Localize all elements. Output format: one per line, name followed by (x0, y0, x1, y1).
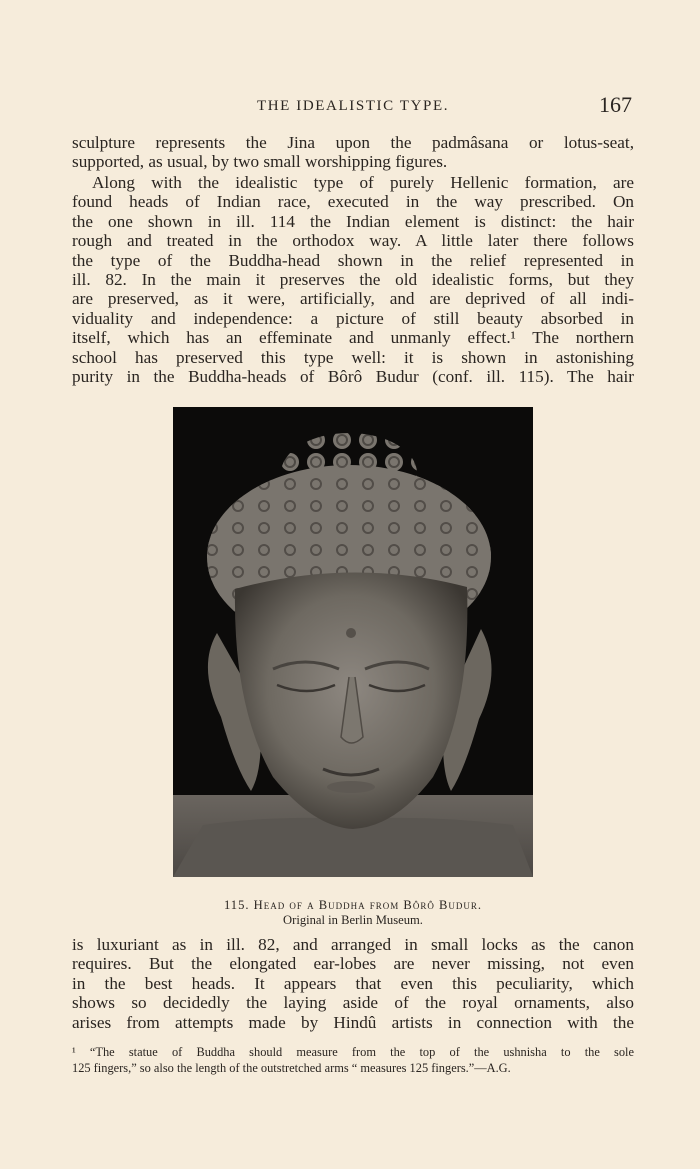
text-line: rough and treated in the orthodox way. A little later there follows (72, 231, 634, 251)
text-line: Along with the idealistic type of purely Hellenic formation, are (92, 173, 634, 192)
text-line: arises from attempts made by Hindû artists in connection with the (72, 1012, 634, 1032)
text-line: school has preserved this type well: it is shown in astonishing (72, 347, 634, 367)
text-line: purity in the Buddha-heads of Bôrô Budur (conf. ill. 115). The hair (72, 366, 634, 386)
footnote-line: ¹ “The statue of Buddha should measure from the top of the ushnisha to the sole (72, 1045, 634, 1059)
text-line: are preserved, as it were, artificially, and are deprived of all indi- (72, 289, 634, 309)
text-line: found heads of Indian race, executed in the way prescribed. On (72, 192, 634, 212)
text-line: ill. 82. In the main it preserves the old idealistic forms, but they (72, 269, 634, 289)
text-line: shows so decidedly the laying aside of the royal ornaments, also (72, 993, 634, 1013)
text-line: the one shown in ill. 114 the Indian element is distinct: the hair (72, 211, 634, 231)
text-line: in the best heads. It appears that even this peculiarity, which (72, 973, 634, 993)
paragraph-1 (72, 133, 634, 172)
text-line: supported, as usual, by two small worshipping figures. (72, 152, 448, 172)
figure-caption (72, 898, 634, 928)
text-line: itself, which has an effeminate and unmanly effect.¹ The northern (72, 328, 634, 348)
page-header (72, 94, 634, 120)
text-line: the type of the Buddha-head shown in the relief represented in (72, 250, 634, 270)
caption-title: 115. Head of a Buddha from Bôrô Budur. (223, 898, 483, 912)
caption-subtitle: Original in Berlin Museum. (283, 913, 423, 927)
paragraph-2 (72, 173, 634, 386)
text-line: requires. But the elongated ear-lobes are never missing, not even (72, 954, 634, 974)
running-head: THE IDEALISTIC TYPE. (256, 98, 450, 114)
text-line: is luxuriant as in ill. 82, and arranged in small locks as the canon (72, 935, 634, 954)
page-number: 167 (599, 92, 632, 117)
footnote (72, 1044, 634, 1076)
footnote-line: 125 fingers,” so also the length of the outstretched arms “ measures 125 fingers.”—A.G. (72, 1061, 511, 1075)
text-line: sculpture represents the Jina upon the padmâsana or lotus-seat, (72, 133, 634, 152)
buddha-head-image (173, 407, 533, 877)
text-line: viduality and independence: a picture of still beauty absorbed in (72, 308, 634, 328)
buddha-head-photograph (173, 407, 533, 877)
paragraph-3 (72, 935, 634, 1032)
